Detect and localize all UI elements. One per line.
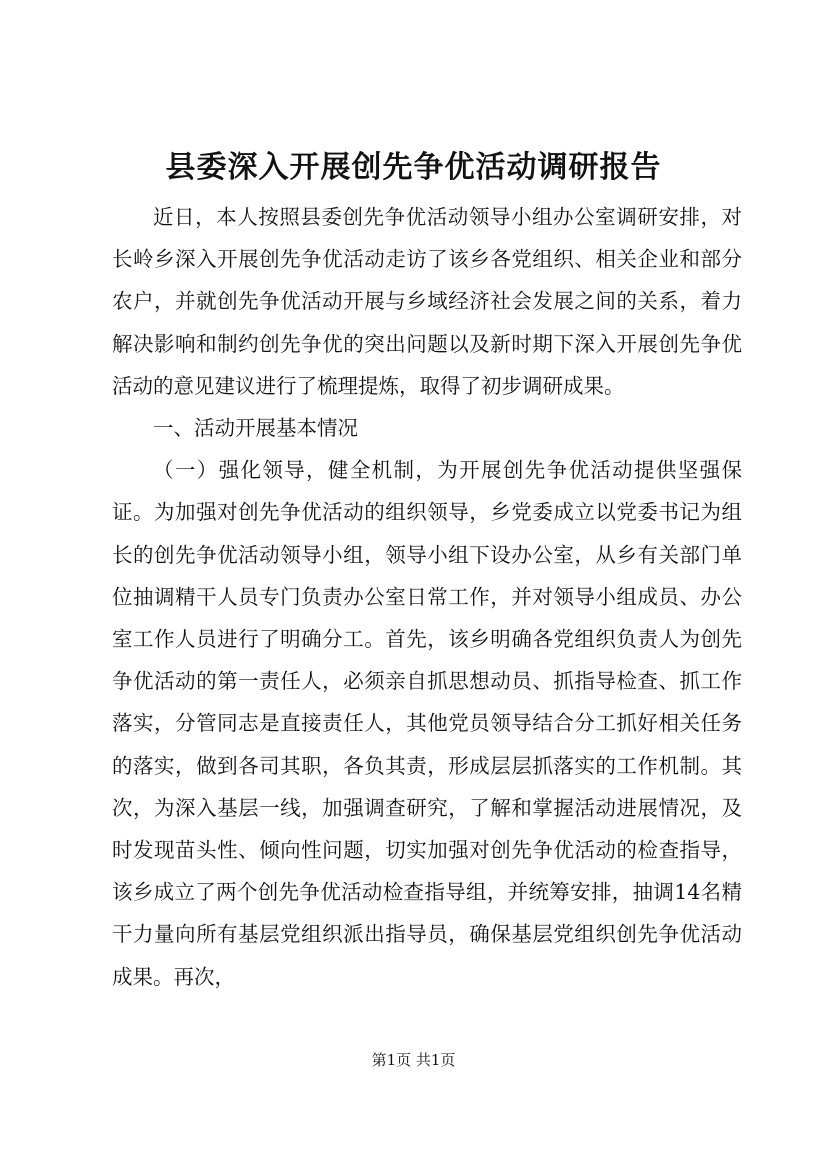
document-body	[112, 196, 742, 998]
document-title: 县委深入开展创先争优活动调研报告	[165, 150, 662, 185]
intro-paragraph: 近日，本人按照县委创先争优活动领导小组办公室调研安排，对长岭乡深入开展创先争优活动走访了该乡各党组织、相关企业和部分农户，并就创先争优活动开展与乡域经济社会发展之间的关系，着力解决影响和制约创先争优的突出问题以及新时期下深入开展创先争优活动的意见建议进行了梳理提炼，取得了初步调研成果。	[112, 205, 742, 398]
page-footer: 第1页 共1页	[371, 1051, 456, 1069]
section-heading: 一、活动开展基本情况	[153, 416, 358, 441]
section-paragraph: （一）强化领导，健全机制，为开展创先争优活动提供坚强保证。为加强对创先争优活动的组织领导，乡党委成立以党委书记为组长的创先争优活动领导小组，领导小组下设办公室，从乡有关部门单位抽调精干人员专门负责办公室日常工作，并对领导小组成员、办公室工作人员进行了明确分工。首先，该乡明确各党组织负责人为创先争优活动的第一责任人，必须亲自抓思想动员、抓指导检查、抓工作落实，分管同志是直接责任人，其他党员领导结合分工抓好相关任务的落实，做到各司其职，各负其责，形成层层抓落实的工作机制。其次，为深入基层一线，加强调查研究，了解和掌握活动进展情况，及时发现苗头性、倾向性问题，切实加强对创先争优活动的检查指导，该乡成立了两个创先争优活动检查指导组，并统筹安排，抽调14名精干力量向所有基层党组织派出指导员，确保基层党组织创先争优活动成果。再次，	[112, 458, 742, 989]
